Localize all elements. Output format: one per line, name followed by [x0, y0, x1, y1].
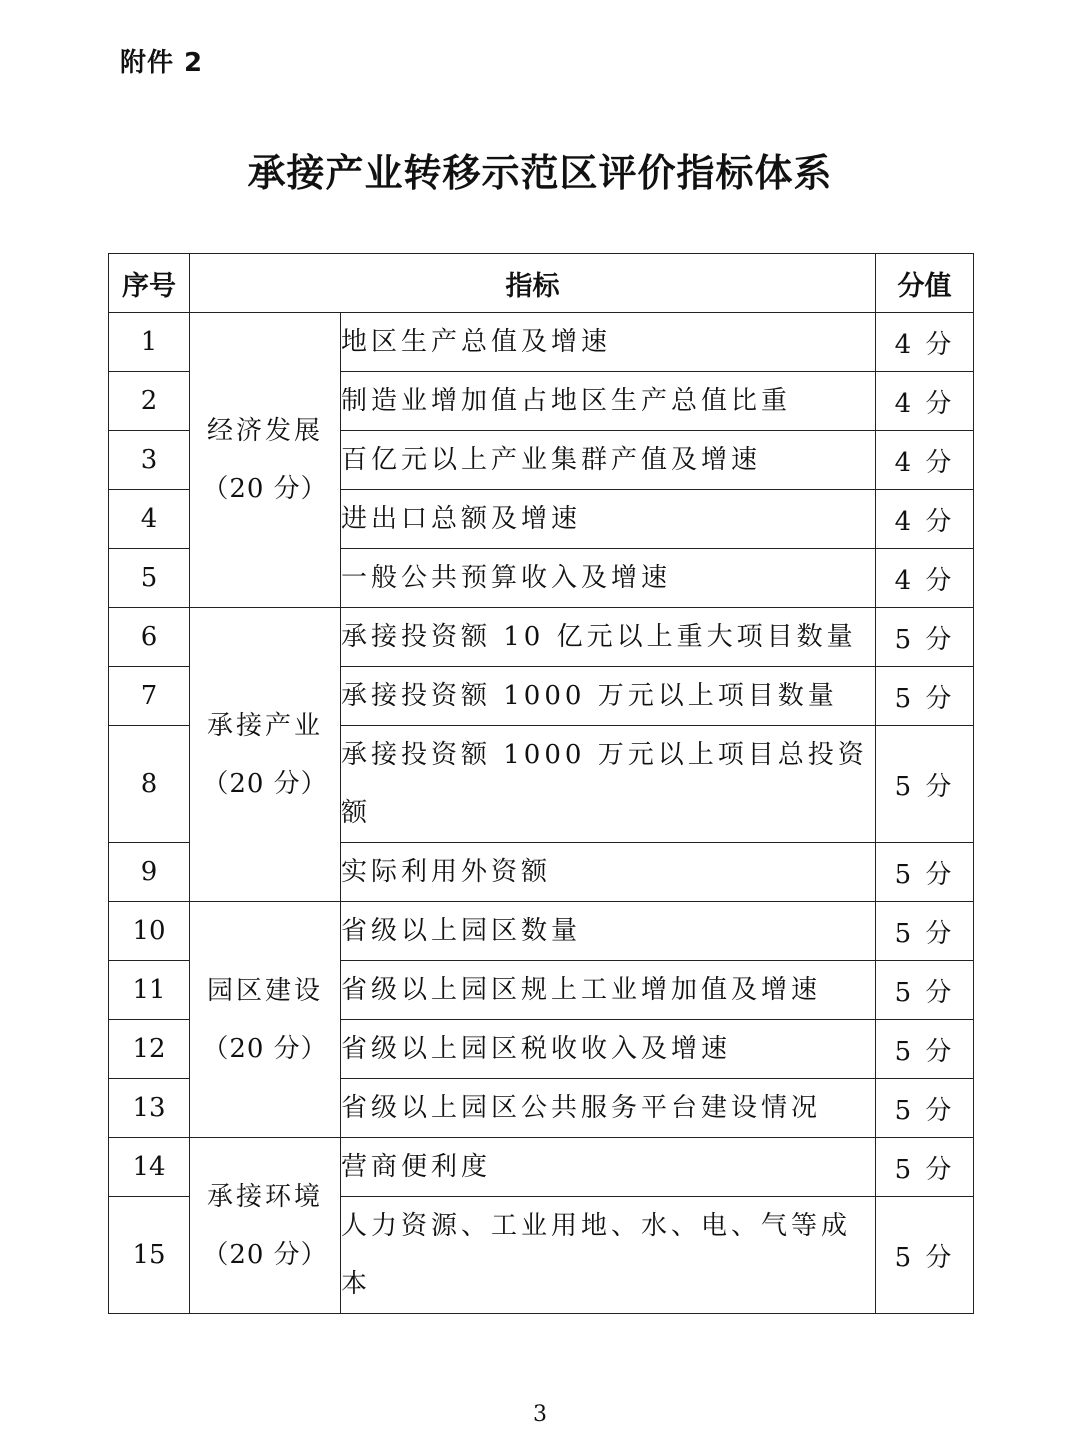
score-cell: 5 分 [876, 1079, 974, 1138]
category-score: （20 分） [202, 474, 328, 504]
indicator-cell: 百亿元以上产业集群产值及增速 [341, 431, 876, 490]
score-cell: 4 分 [876, 372, 974, 431]
row-no: 15 [109, 1197, 190, 1314]
row-no: 10 [109, 902, 190, 961]
category-cell [190, 313, 341, 608]
row-no: 1 [109, 313, 190, 372]
attachment-label: 附件 2 [120, 48, 204, 78]
row-no: 13 [109, 1079, 190, 1138]
indicator-cell: 省级以上园区公共服务平台建设情况 [341, 1079, 876, 1138]
category-score: （20 分） [202, 1033, 328, 1064]
table-row [109, 608, 974, 667]
row-no: 3 [109, 431, 190, 490]
indicator-cell: 人力资源、工业用地、水、电、气等成本 [341, 1197, 876, 1314]
category-cell [190, 902, 341, 1138]
table-row [109, 313, 974, 372]
category-cell [190, 608, 341, 902]
page-title: 承接产业转移示范区评价指标体系 [247, 151, 833, 195]
score-cell: 5 分 [876, 1138, 974, 1197]
category-name: 承接产业 [206, 710, 323, 741]
row-no: 11 [109, 961, 190, 1020]
score-cell: 4 分 [876, 313, 974, 372]
table-row [109, 902, 974, 961]
indicator-cell: 一般公共预算收入及增速 [341, 549, 876, 608]
page-number: 3 [533, 1402, 547, 1427]
table-row [109, 1138, 974, 1197]
header-score: 分值 [876, 254, 974, 313]
score-cell: 5 分 [876, 667, 974, 726]
row-no: 14 [109, 1138, 190, 1197]
row-no: 8 [109, 726, 190, 843]
score-cell: 5 分 [876, 726, 974, 843]
score-cell: 5 分 [876, 608, 974, 667]
row-no: 4 [109, 490, 190, 549]
row-no: 9 [109, 843, 190, 902]
category-score: （20 分） [202, 768, 328, 799]
header-indicator: 指标 [190, 254, 876, 313]
indicator-cell: 省级以上园区数量 [341, 902, 876, 961]
score-cell: 4 分 [876, 431, 974, 490]
header-no: 序号 [109, 254, 190, 313]
category-name: 园区建设 [206, 975, 323, 1006]
indicator-cell: 营商便利度 [341, 1138, 876, 1197]
category-name: 经济发展 [206, 416, 323, 446]
indicator-cell: 省级以上园区规上工业增加值及增速 [341, 961, 876, 1020]
row-no: 7 [109, 667, 190, 726]
indicator-cell: 省级以上园区税收收入及增速 [341, 1020, 876, 1079]
score-cell: 5 分 [876, 1020, 974, 1079]
score-cell: 4 分 [876, 549, 974, 608]
score-cell: 5 分 [876, 1197, 974, 1314]
indicator-cell: 承接投资额 10 亿元以上重大项目数量 [341, 608, 876, 667]
indicator-cell: 制造业增加值占地区生产总值比重 [341, 372, 876, 431]
score-cell: 4 分 [876, 490, 974, 549]
indicator-cell: 承接投资额 1000 万元以上项目总投资额 [341, 726, 876, 843]
indicator-table [108, 253, 974, 1314]
category-score: （20 分） [202, 1239, 328, 1270]
score-cell: 5 分 [876, 961, 974, 1020]
row-no: 6 [109, 608, 190, 667]
score-cell: 5 分 [876, 902, 974, 961]
category-name: 承接环境 [206, 1181, 323, 1212]
indicator-cell: 实际利用外资额 [341, 843, 876, 902]
indicator-cell: 承接投资额 1000 万元以上项目数量 [341, 667, 876, 726]
indicator-cell: 进出口总额及增速 [341, 490, 876, 549]
table-header-row [109, 254, 974, 313]
category-cell [190, 1138, 341, 1314]
row-no: 5 [109, 549, 190, 608]
row-no: 2 [109, 372, 190, 431]
indicator-cell: 地区生产总值及增速 [341, 313, 876, 372]
row-no: 12 [109, 1020, 190, 1079]
score-cell: 5 分 [876, 843, 974, 902]
